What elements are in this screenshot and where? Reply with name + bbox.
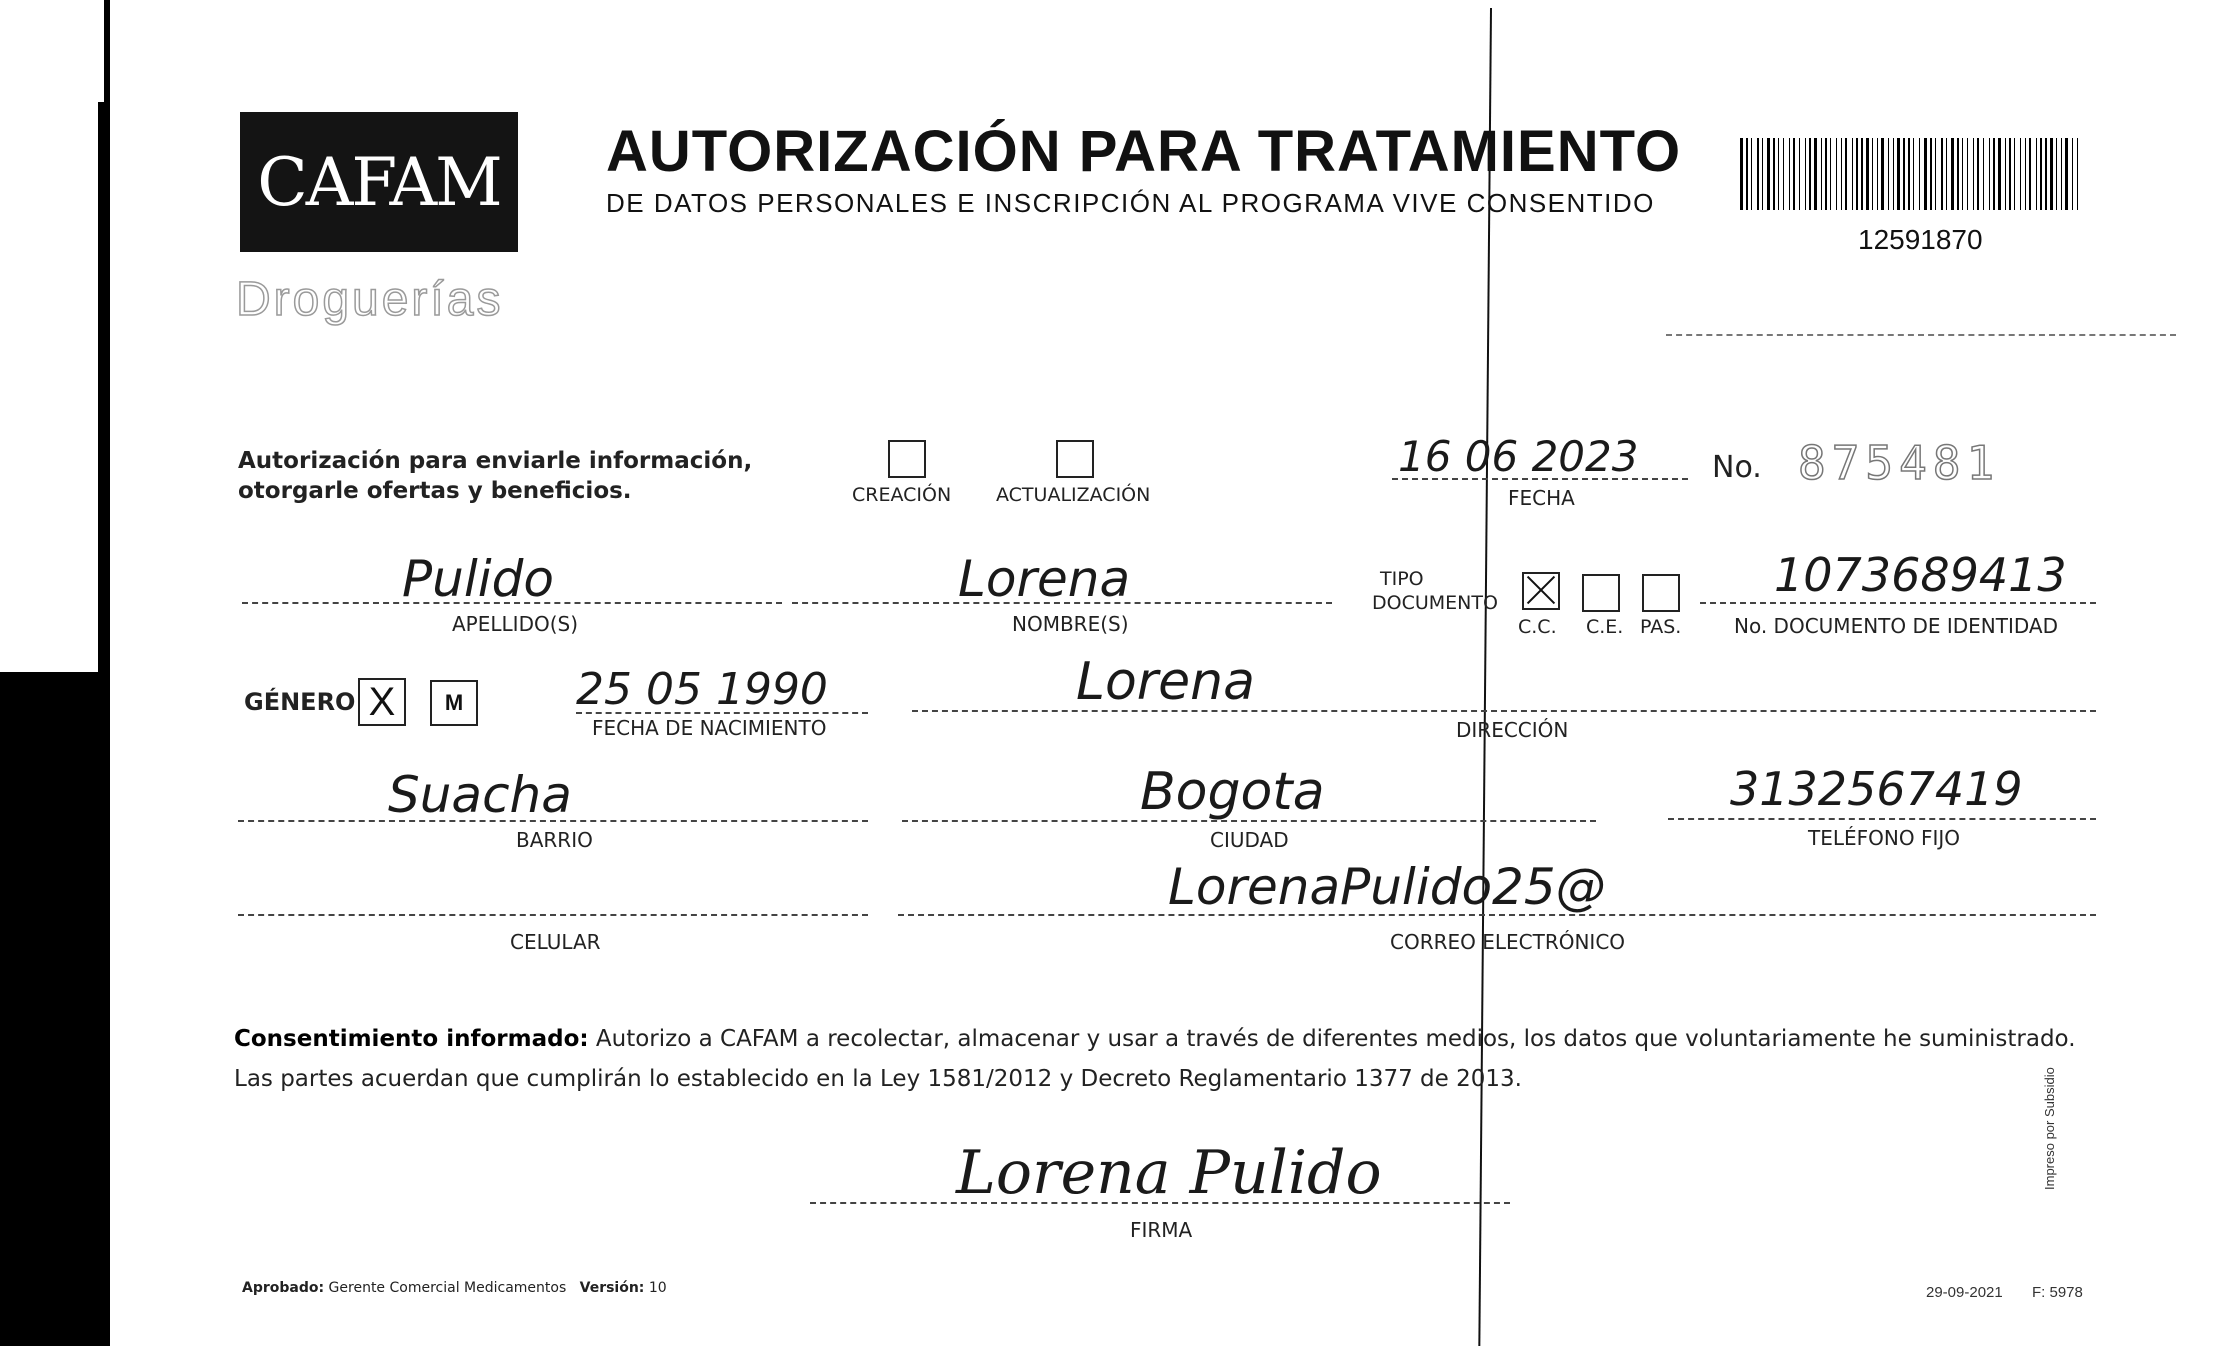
doc-cc-label: C.C. <box>1518 616 1557 638</box>
telefono-line <box>1668 818 2096 820</box>
tipo-doc-label-1: TIPO <box>1380 568 1424 590</box>
signature-line <box>810 1202 1510 1204</box>
scan-edge-top <box>104 0 110 102</box>
fecha-line <box>1392 478 1688 480</box>
barcode-number: 12591870 <box>1858 224 1983 255</box>
nacimiento-label: FECHA DE NACIMIENTO <box>592 716 827 740</box>
version-value: 10 <box>648 1280 667 1296</box>
doc-number-line <box>1700 602 2096 604</box>
telefono-label: TELÉFONO FIJO <box>1808 826 1960 850</box>
scan-edge-bottom <box>0 672 110 1346</box>
correo-label: CORREO ELECTRÓNICO <box>1390 930 1626 954</box>
barcode <box>1740 138 2080 210</box>
correo-value: LorenaPulido25@ <box>1168 858 1606 916</box>
correo-line <box>898 914 2096 916</box>
form-subtitle: DE DATOS PERSONALES E INSCRIPCIÓN AL PROGRAMA VIVE CONSENTIDO <box>606 188 1655 218</box>
scan-edge-middle <box>98 102 110 672</box>
genero-m-label: M <box>444 690 464 715</box>
creacion-checkbox[interactable] <box>888 440 926 478</box>
barrio-label: BARRIO <box>516 828 593 852</box>
direccion-label: DIRECCIÓN <box>1456 718 1569 742</box>
no-label: No. <box>1712 450 1762 485</box>
doc-number-label: No. DOCUMENTO DE IDENTIDAD <box>1734 614 2059 638</box>
aprobado-value: Gerente Comercial Medicamentos <box>328 1280 567 1296</box>
footer-form-code: F: 5978 <box>2032 1284 2083 1301</box>
genero-f-box[interactable] <box>358 678 406 726</box>
tipo-doc-label-2: DOCUMENTO <box>1372 592 1498 614</box>
doc-cc-checkbox[interactable] <box>1522 572 1560 610</box>
doc-number-value: 1073689413 <box>1774 548 2067 602</box>
ciudad-value: Bogota <box>1140 762 1325 822</box>
header-dashed-line <box>1666 334 2176 336</box>
telefono-value: 3132567419 <box>1730 762 2023 816</box>
footer-date-code: 29-09-2021 <box>1926 1284 2003 1301</box>
consent-line-2: Las partes acuerdan que cumplirán lo establecido en la Ley 1581/2012 y Decreto Reglamentario 1377 de 2013. <box>234 1066 1522 1092</box>
direccion-value: Lorena <box>1076 652 1255 712</box>
celular-line <box>238 914 868 916</box>
barrio-line <box>238 820 868 822</box>
nacimiento-value: 25 05 1990 <box>576 664 828 715</box>
barrio-value: Suacha <box>388 766 572 824</box>
fecha-label: FECHA <box>1508 486 1575 510</box>
footer-aprobado <box>242 1280 667 1296</box>
signature-label: FIRMA <box>1130 1218 1193 1242</box>
apellidos-value: Pulido <box>402 550 554 608</box>
nombres-line <box>792 602 1332 604</box>
signature-value: Lorena Pulido <box>956 1138 1382 1208</box>
form-title: AUTORIZACIÓN PARA TRATAMIENTO <box>606 119 1682 184</box>
actualizacion-label: ACTUALIZACIÓN <box>996 484 1151 506</box>
creacion-label: CREACIÓN <box>852 484 952 506</box>
printer-note: Impreso por Subsidio <box>2042 1067 2057 1190</box>
genero-f-mark: X <box>368 680 396 724</box>
consent-line-1 <box>234 1020 2076 1058</box>
nombres-label: NOMBRE(S) <box>1012 612 1129 636</box>
actualizacion-checkbox[interactable] <box>1056 440 1094 478</box>
logo-subtext: Droguerías <box>236 273 504 326</box>
ciudad-label: CIUDAD <box>1210 828 1289 852</box>
apellidos-line <box>242 602 782 604</box>
direccion-line <box>912 710 2096 712</box>
genero-m-box[interactable] <box>430 680 478 726</box>
fecha-value: 16 06 2023 <box>1398 432 1639 481</box>
cafam-logo: CAFAM <box>240 112 518 252</box>
intro-line-1: Autorización para enviarle información, <box>238 448 753 474</box>
doc-pas-label: PAS. <box>1640 616 1682 638</box>
nacimiento-line <box>576 712 868 714</box>
doc-ce-label: C.E. <box>1586 616 1624 638</box>
no-value: 875481 <box>1798 436 2001 490</box>
intro-line-2: otorgarle ofertas y beneficios. <box>238 478 632 504</box>
consent-text-1: Autorizo a CAFAM a recolectar, almacenar y usar a través de diferentes medios, los datos que voluntariamente he suministrado. <box>588 1026 2076 1052</box>
consent-heading: Consentimiento informado: <box>234 1026 589 1052</box>
genero-label: GÉNERO <box>244 688 356 716</box>
nombres-value: Lorena <box>958 550 1131 608</box>
doc-ce-checkbox[interactable] <box>1582 574 1620 612</box>
version-label: Versión: <box>579 1280 645 1296</box>
ciudad-line <box>902 820 1596 822</box>
apellidos-label: APELLIDO(S) <box>452 612 579 636</box>
aprobado-label: Aprobado: <box>242 1280 325 1296</box>
doc-pas-checkbox[interactable] <box>1642 574 1680 612</box>
celular-label: CELULAR <box>510 930 601 954</box>
